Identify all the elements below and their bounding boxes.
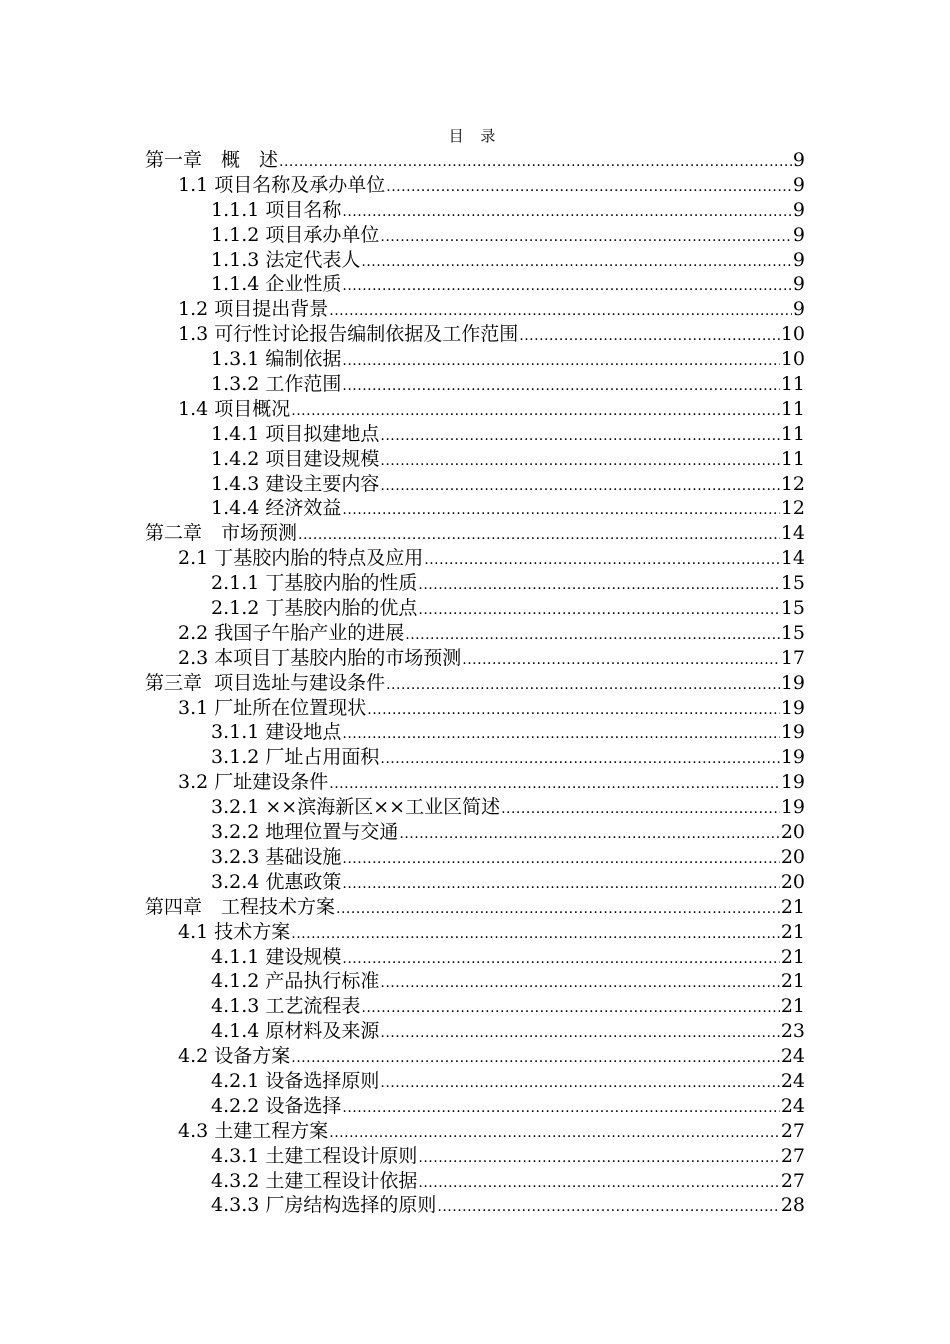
- toc-page-number: 15: [780, 572, 805, 595]
- toc-page-number: 9: [792, 149, 805, 171]
- toc-entry[interactable]: [145, 994, 805, 1019]
- toc-page-number: 24: [780, 1045, 805, 1068]
- toc-entry-title: 4.3.2 土建工程设计依据: [211, 1169, 418, 1192]
- toc-entry-title: 2.1.2 丁基胶内胎的优点: [211, 597, 418, 620]
- toc-entry[interactable]: [145, 895, 805, 920]
- toc-page-number: 21: [780, 920, 805, 943]
- toc-entry-title: 2.3 本项目丁基胶内胎的市场预测: [178, 646, 462, 669]
- toc-page-number: 9: [792, 198, 805, 221]
- toc-dot-leader: [418, 1171, 779, 1196]
- toc-entry[interactable]: [145, 397, 805, 422]
- toc-entry-title: 3.1.2 厂址占用面积: [211, 746, 380, 769]
- toc-page-number: 10: [780, 323, 805, 346]
- toc-entry-title: 4.1.3 工艺流程表: [211, 995, 361, 1018]
- toc-page-number: 20: [780, 821, 805, 844]
- toc-entry-title: 1.4.3 建设主要内容: [211, 472, 380, 495]
- toc-entry-title: 4.3 土建工程方案: [178, 1119, 329, 1142]
- toc-entry-title: 4.1.4 原材料及来源: [211, 1020, 380, 1043]
- toc-entry[interactable]: [145, 248, 805, 273]
- toc-entry[interactable]: [145, 521, 805, 546]
- toc-dot-leader: [329, 772, 780, 797]
- toc-entry[interactable]: [145, 969, 805, 994]
- toc-dot-leader: [380, 225, 792, 250]
- toc-dot-leader: [342, 374, 779, 399]
- toc-entry[interactable]: [145, 1193, 805, 1218]
- toc-dot-leader: [380, 1021, 779, 1046]
- toc-entry[interactable]: [145, 422, 805, 447]
- toc-page-number: 24: [780, 1069, 805, 1092]
- toc-entry-title: 4.3.1 土建工程设计原则: [211, 1144, 418, 1167]
- toc-entry[interactable]: [145, 870, 805, 895]
- toc-page-number: 11: [780, 373, 805, 396]
- toc-dot-leader: [519, 324, 780, 349]
- toc-entry-title: 第四章 工程技术方案: [145, 895, 336, 918]
- toc-dot-leader: [361, 250, 792, 275]
- toc-dot-leader: [361, 996, 779, 1021]
- toc-dot-leader: [380, 449, 779, 474]
- toc-dot-leader: [291, 399, 780, 424]
- toc-entry[interactable]: [145, 845, 805, 870]
- toc-entry-title: 4.3.3 厂房结构选择的原则: [211, 1194, 437, 1217]
- toc-page-number: 24: [780, 1094, 805, 1117]
- toc-entry-title: 1.2 项目提出背景: [178, 298, 329, 321]
- toc-page-number: 19: [780, 796, 805, 819]
- toc-entry[interactable]: [145, 546, 805, 571]
- toc-page-number: 27: [780, 1169, 805, 1192]
- toc-dot-leader: [342, 1096, 779, 1121]
- toc-dot-leader: [380, 971, 779, 996]
- toc-dot-leader: [342, 722, 779, 747]
- toc-entry-title: 第二章 市场预测: [145, 522, 298, 545]
- toc-dot-leader: [424, 548, 780, 573]
- toc-dot-leader: [386, 175, 792, 200]
- toc-entry[interactable]: [145, 1019, 805, 1044]
- toc-dot-leader: [291, 1046, 780, 1071]
- toc-page-number: 17: [780, 646, 805, 669]
- toc-dot-leader: [298, 523, 780, 548]
- toc-dot-leader: [437, 1195, 779, 1220]
- toc-entry[interactable]: [145, 173, 805, 198]
- toc-dot-leader: [418, 1146, 779, 1171]
- toc-entry[interactable]: [145, 945, 805, 970]
- toc-page-number: 12: [780, 497, 805, 520]
- toc-entry-title: 4.1.2 产品执行标准: [211, 970, 380, 993]
- toc-dot-leader: [399, 822, 779, 847]
- toc-entry-title: 2.1 丁基胶内胎的特点及应用: [178, 547, 424, 570]
- toc-entry[interactable]: [145, 745, 805, 770]
- toc-dot-leader: [386, 673, 780, 698]
- toc-entry[interactable]: [145, 571, 805, 596]
- toc-entry[interactable]: [145, 920, 805, 945]
- toc-entry-title: 2.1.1 丁基胶内胎的性质: [211, 572, 418, 595]
- toc-page-number: 9: [792, 248, 805, 271]
- toc-entry[interactable]: [145, 223, 805, 248]
- toc-page-number: 14: [780, 522, 805, 545]
- toc-entry[interactable]: [145, 496, 805, 521]
- toc-page-number: 19: [780, 771, 805, 794]
- toc-dot-leader: [342, 872, 779, 897]
- toc-entry[interactable]: [145, 770, 805, 795]
- toc-page-number: 19: [780, 721, 805, 744]
- toc-entry[interactable]: [145, 820, 805, 845]
- toc-entry[interactable]: [145, 1119, 805, 1144]
- toc-entry-title: 1.4.4 经济效益: [211, 497, 342, 520]
- toc-dot-leader: [291, 922, 780, 947]
- toc-entry-title: 1.3 可行性讨论报告编制依据及工作范围: [178, 323, 519, 346]
- toc-entry[interactable]: [145, 297, 805, 322]
- toc-entry-title: 1.1.3 法定代表人: [211, 248, 361, 271]
- toc-dot-leader: [342, 349, 779, 374]
- toc-page-number: 9: [792, 173, 805, 196]
- toc-dot-leader: [329, 299, 792, 324]
- toc-entry-title: 4.2.1 设备选择原则: [211, 1069, 380, 1092]
- toc-entry[interactable]: [145, 372, 805, 397]
- toc-entry[interactable]: [145, 696, 805, 721]
- toc-entry-title: 1.4.1 项目拟建地点: [211, 422, 380, 445]
- toc-entry-title: 3.2.2 地理位置与交通: [211, 821, 399, 844]
- toc-dot-leader: [336, 897, 780, 922]
- toc-dot-leader: [405, 623, 780, 648]
- toc-entry-title: 3.2.3 基础设施: [211, 845, 342, 868]
- toc-dot-leader: [380, 1071, 779, 1096]
- toc-page-number: 11: [780, 422, 805, 445]
- toc-entry-title: 2.2 我国子午胎产业的进展: [178, 621, 405, 644]
- toc-page-number: 21: [780, 970, 805, 993]
- toc-page-number: 10: [780, 348, 805, 371]
- toc-page-number: 19: [780, 671, 805, 694]
- toc-page-number: 20: [780, 870, 805, 893]
- toc-entry-title: 3.2 厂址建设条件: [178, 771, 329, 794]
- toc-page-number: 21: [780, 995, 805, 1018]
- toc-entry[interactable]: [145, 472, 805, 497]
- toc-entry[interactable]: [145, 272, 805, 297]
- toc-entry-title: 1.1 项目名称及承办单位: [178, 173, 386, 196]
- toc-entry-title: 1.4.2 项目建设规模: [211, 447, 380, 470]
- toc-entry[interactable]: [145, 1144, 805, 1169]
- toc-entry-title: 3.1.1 建设地点: [211, 721, 342, 744]
- toc-entry[interactable]: [145, 322, 805, 347]
- toc-entry[interactable]: [145, 646, 805, 671]
- toc-entry-title: 第一章 概 述: [145, 149, 279, 171]
- toc-dot-leader: [501, 797, 780, 822]
- toc-page-number: 15: [780, 621, 805, 644]
- toc-dot-leader: [342, 847, 779, 872]
- toc-page-number: 23: [780, 1020, 805, 1043]
- toc-page-number: 27: [780, 1144, 805, 1167]
- toc-title: 目 录: [448, 127, 502, 145]
- toc-dot-leader: [367, 698, 780, 723]
- toc-dot-leader: [462, 648, 780, 673]
- toc-entry[interactable]: [145, 720, 805, 745]
- toc-page-number: 11: [780, 397, 805, 420]
- toc-entry[interactable]: [145, 1044, 805, 1069]
- toc-page-number: 21: [780, 895, 805, 918]
- toc-entry-title: 第三章 项目选址与建设条件: [145, 671, 386, 694]
- toc-page-number: 14: [780, 547, 805, 570]
- toc-entry-title: 4.1 技术方案: [178, 920, 291, 943]
- toc-dot-leader: [380, 424, 779, 449]
- toc-entry-title: 4.2 设备方案: [178, 1045, 291, 1068]
- toc-dot-leader: [342, 200, 792, 225]
- toc-entry[interactable]: [145, 1169, 805, 1194]
- toc-page-number: 28: [780, 1194, 805, 1217]
- toc-entry-title: 1.3.2 工作范围: [211, 373, 342, 396]
- toc-entry-title: 1.1.2 项目承办单位: [211, 223, 380, 246]
- toc-entry-title: 4.2.2 设备选择: [211, 1094, 342, 1117]
- toc-entry[interactable]: [145, 671, 805, 696]
- toc-dot-leader: [342, 498, 779, 523]
- toc-page-number: 27: [780, 1119, 805, 1142]
- toc-entry-title: 1.1.4 企业性质: [211, 273, 342, 296]
- toc-entry[interactable]: [145, 198, 805, 223]
- toc-entry-title: 1.4 项目概况: [178, 397, 291, 420]
- toc-entry[interactable]: [145, 621, 805, 646]
- toc-dot-leader: [380, 747, 779, 772]
- toc-entry[interactable]: [145, 1094, 805, 1119]
- toc-entry[interactable]: [145, 795, 805, 820]
- toc-entry[interactable]: [145, 347, 805, 372]
- toc-dot-leader: [380, 474, 779, 499]
- toc-page-number: 20: [780, 845, 805, 868]
- toc-entry-title: 3.1 厂址所在位置现状: [178, 696, 367, 719]
- toc-page-number: 9: [792, 298, 805, 321]
- toc-dot-leader: [329, 1121, 780, 1146]
- toc-entry-title: 1.3.1 编制依据: [211, 348, 342, 371]
- toc-page-number: 19: [780, 696, 805, 719]
- toc-page-number: 15: [780, 597, 805, 620]
- toc-entry[interactable]: [145, 1069, 805, 1094]
- toc-entry-title: 3.2.4 优惠政策: [211, 870, 342, 893]
- toc-dot-leader: [418, 598, 779, 623]
- toc-page-number: 11: [780, 447, 805, 470]
- toc-dot-leader: [418, 573, 779, 598]
- toc-entry[interactable]: [145, 447, 805, 472]
- table-of-contents: [145, 148, 805, 1218]
- toc-entry[interactable]: [145, 148, 805, 173]
- toc-entry-title: 4.1.1 建设规模: [211, 945, 342, 968]
- toc-page-number: 12: [780, 472, 805, 495]
- toc-page-number: 19: [780, 746, 805, 769]
- toc-dot-leader: [279, 150, 792, 175]
- toc-dot-leader: [342, 274, 792, 299]
- toc-page-number: 9: [792, 223, 805, 246]
- toc-entry-title: 3.2.1 ××滨海新区××工业区简述: [211, 796, 501, 819]
- toc-page-number: 9: [792, 273, 805, 296]
- toc-entry[interactable]: [145, 596, 805, 621]
- toc-entry-title: 1.1.1 项目名称: [211, 198, 342, 221]
- toc-dot-leader: [342, 947, 779, 972]
- toc-page-number: 21: [780, 945, 805, 968]
